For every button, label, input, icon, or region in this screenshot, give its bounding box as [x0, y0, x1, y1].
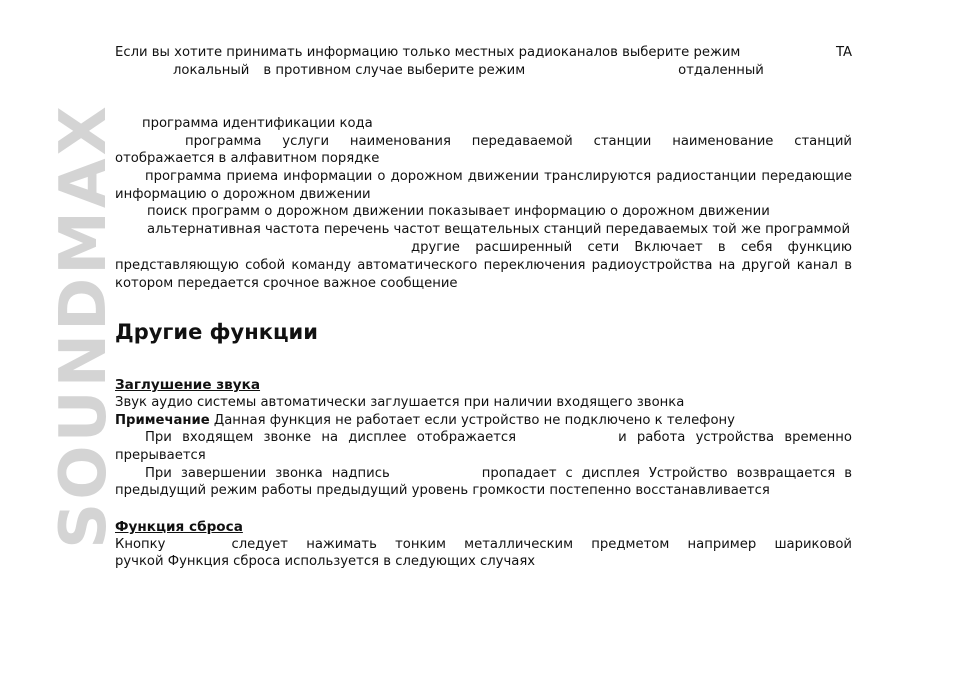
mute-incoming-a: При входящем звонке на дисплее отображается	[145, 430, 517, 446]
rds-ta-search: поиск программ о дорожном движении показывает информацию о дорожном движении	[147, 204, 770, 220]
mute-incoming	[115, 429, 852, 464]
rds-af: альтернативная частота перечень частот вещательных станций передаваемых той же программой	[147, 221, 851, 237]
mute-incoming-b: и работа устройства временно прерывается	[115, 430, 852, 463]
mute-note-text: Данная функция не работает если устройство не подключено к телефону	[209, 412, 735, 428]
section-title: Другие функции	[115, 320, 318, 345]
reset-button-word: Кнопку	[115, 536, 166, 552]
mute-note-label: Примечание	[115, 412, 210, 428]
rds-eon-head: другие расширенный сети Включает в себя функцию	[411, 240, 852, 256]
ta-code: TA	[835, 45, 852, 60]
reset-line-1-text: следует нажимать тонким металлическим предметом например шариковой	[231, 536, 852, 552]
rds-ps: программа услуги наименования передаваемой станции наименование станций отображается в алфавитном порядке	[115, 133, 852, 167]
ta-otherwise: в противном случае выберите режим	[263, 62, 526, 78]
manual-page-content	[115, 44, 852, 571]
ta-mode-text: Если вы хотите принимать информацию только местных радиоканалов выберите режим	[115, 45, 741, 60]
mute-heading: Заглушение звука	[115, 377, 261, 394]
ta-remote: отдаленный	[678, 62, 764, 78]
ta-mode-line-1	[115, 44, 852, 62]
mute-end-b: пропадает с дисплея Устройство возвращается в предыдущий режим работы предыдущий уровень громкости постепенно восстанавливается	[115, 465, 852, 499]
rds-pi: программа идентификации кода	[142, 116, 373, 132]
ta-mode-line-2	[115, 62, 852, 80]
soundmax-watermark: SOUNDMAX	[47, 103, 121, 549]
reset-line-2: ручкой Функция сброса используется в следующих случаях	[115, 554, 536, 570]
mute-note	[115, 412, 852, 430]
rds-tp: программа приема информации о дорожном движении транслируются радиостанции передающие информацию о дорожном движении	[115, 168, 852, 202]
reset-heading: Функция сброса	[115, 518, 243, 535]
rds-eon-body: представляющую собой команду автоматического переключения радиоустройства на другой канал в котором передается срочное важное сообщение	[115, 257, 852, 291]
ta-local: локальный	[173, 62, 250, 78]
mute-end-a: При завершении звонка надпись	[145, 465, 390, 481]
mute-end	[115, 465, 852, 500]
mute-line-1: Звук аудио системы автоматически заглушается при наличии входящего звонка	[115, 395, 685, 411]
reset-line-1	[115, 536, 852, 554]
